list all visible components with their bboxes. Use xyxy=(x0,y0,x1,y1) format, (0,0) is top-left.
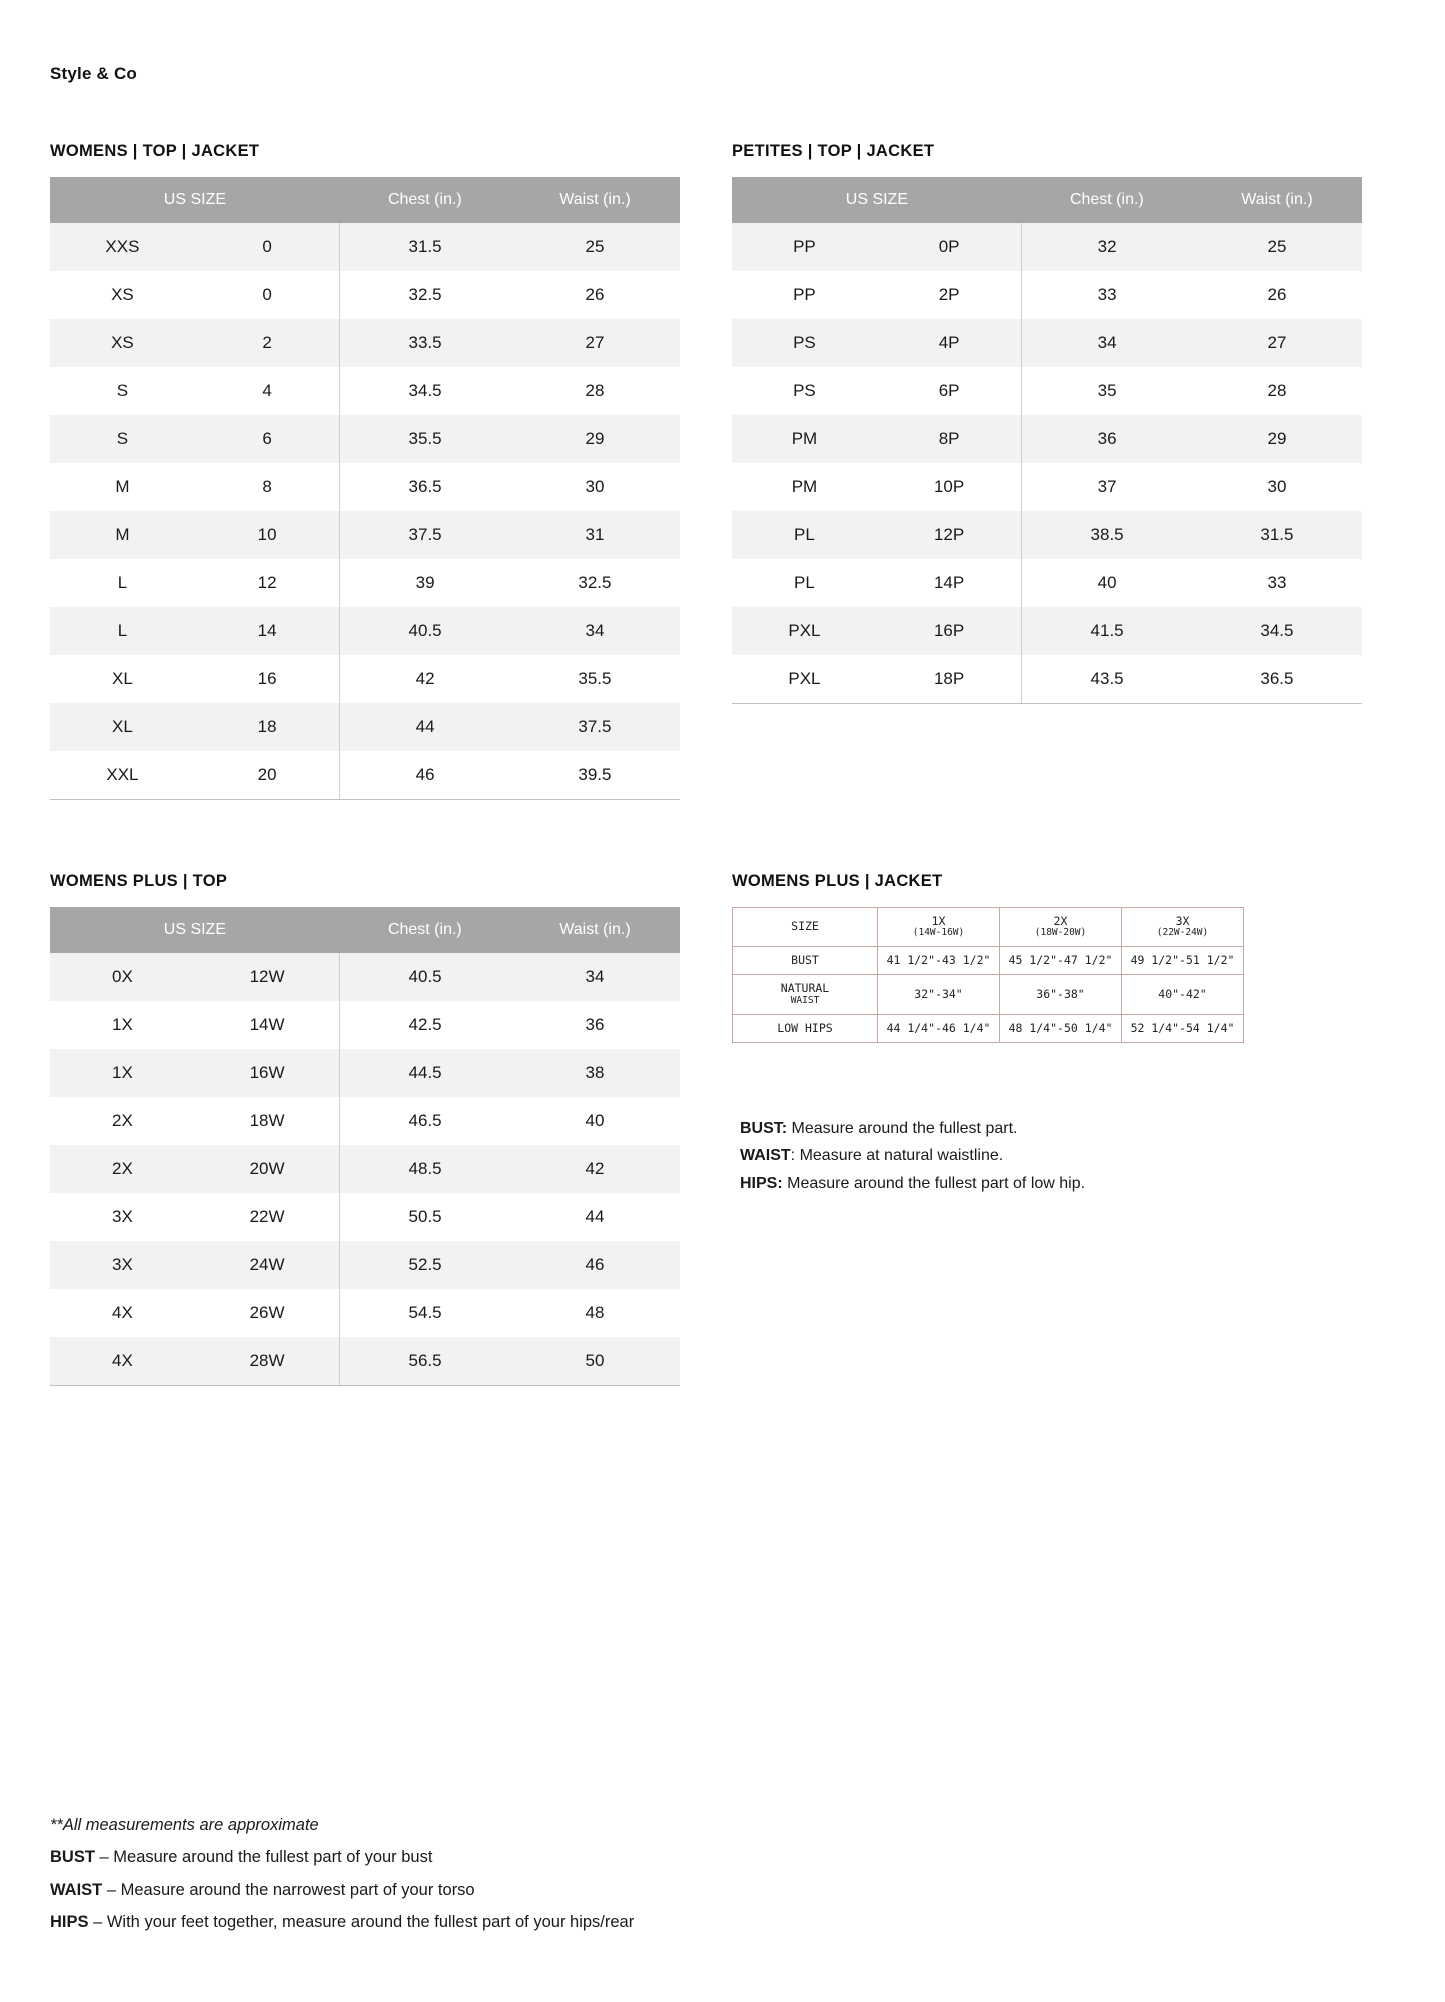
cell-letter-size: 2X xyxy=(50,1097,195,1145)
cell-waist: 32.5 xyxy=(510,559,680,607)
top-tables-row xyxy=(50,142,1395,800)
table-row xyxy=(732,319,1362,367)
footnote-waist xyxy=(50,1874,634,1906)
cell-hips-3x: 52 1/4"-54 1/4" xyxy=(1122,1014,1244,1042)
cell-chest: 40.5 xyxy=(340,607,510,655)
brand-title: Style & Co xyxy=(50,64,138,83)
table-row xyxy=(50,751,680,800)
table-row xyxy=(50,223,680,271)
table-body xyxy=(733,947,1244,1043)
cell-numeric-size: 14W xyxy=(195,1001,340,1049)
cell-numeric-size: 0 xyxy=(195,223,340,271)
cell-numeric-size: 4P xyxy=(877,319,1022,367)
measure-instructions xyxy=(732,1115,1362,1198)
section-spacer xyxy=(50,800,1395,872)
cell-waist: 44 xyxy=(510,1193,680,1241)
table-row xyxy=(50,463,680,511)
cell-waist: 29 xyxy=(510,415,680,463)
section-title: PETITES | TOP | JACKET xyxy=(732,142,935,160)
cell-waist: 34 xyxy=(510,607,680,655)
measure-text-bust: Measure around the fullest part. xyxy=(787,1119,1018,1137)
cell-waist: 27 xyxy=(510,319,680,367)
cell-chest: 42.5 xyxy=(340,1001,510,1049)
cell-numeric-size: 8 xyxy=(195,463,340,511)
cell-waist: 33 xyxy=(1192,559,1362,607)
table-row xyxy=(733,947,1244,975)
cell-waist: 37.5 xyxy=(510,703,680,751)
cell-letter-size: 1X xyxy=(50,1049,195,1097)
womens-plus-jacket-section xyxy=(732,872,1362,1197)
cell-waist: 27 xyxy=(1192,319,1362,367)
measure-text-waist: : Measure at natural waistline. xyxy=(790,1147,1004,1165)
table-row xyxy=(732,463,1362,511)
table-row xyxy=(50,1049,680,1097)
cell-chest: 48.5 xyxy=(340,1145,510,1193)
cell-chest: 36 xyxy=(1022,415,1192,463)
col-header-us-size: US SIZE xyxy=(50,907,340,953)
cell-waist-2x: 36"-38" xyxy=(1000,975,1122,1014)
cell-waist: 31.5 xyxy=(1192,511,1362,559)
cell-waist: 38 xyxy=(510,1049,680,1097)
row-label-text-2: WAIST xyxy=(790,994,820,1006)
cell-waist-3x: 40"-42" xyxy=(1122,975,1244,1014)
table-row xyxy=(50,607,680,655)
row-label-natural-waist xyxy=(733,975,878,1014)
table-row xyxy=(732,367,1362,415)
measure-text-hips: Measure around the fullest part of low hip. xyxy=(782,1174,1086,1192)
row-label-text: LOW HIPS xyxy=(777,1020,833,1035)
cell-letter-size: 0X xyxy=(50,953,195,1001)
cell-letter-size: 4X xyxy=(50,1337,195,1386)
cell-letter-size: PM xyxy=(732,415,877,463)
footnote-bust xyxy=(50,1841,634,1873)
cell-letter-size: PM xyxy=(732,463,877,511)
cell-numeric-size: 14P xyxy=(877,559,1022,607)
cell-letter-size: PP xyxy=(732,271,877,319)
cell-waist: 39.5 xyxy=(510,751,680,800)
table-row xyxy=(50,655,680,703)
cell-chest: 34 xyxy=(1022,319,1192,367)
table-row xyxy=(50,559,680,607)
cell-chest: 54.5 xyxy=(340,1289,510,1337)
cell-letter-size: XXS xyxy=(50,223,195,271)
col-header-chest: Chest (in.) xyxy=(340,907,510,953)
cell-chest: 38.5 xyxy=(1022,511,1192,559)
cell-numeric-size: 18W xyxy=(195,1097,340,1145)
cell-bust-3x: 49 1/2"-51 1/2" xyxy=(1122,947,1244,975)
table-row xyxy=(50,1289,680,1337)
header-row xyxy=(50,907,680,953)
cell-numeric-size: 4 xyxy=(195,367,340,415)
cell-waist: 28 xyxy=(1192,367,1362,415)
cell-letter-size: M xyxy=(50,463,195,511)
cell-chest: 36.5 xyxy=(340,463,510,511)
cell-numeric-size: 14 xyxy=(195,607,340,655)
cell-waist: 36 xyxy=(510,1001,680,1049)
cell-waist: 26 xyxy=(510,271,680,319)
col-header-us-size: US SIZE xyxy=(50,177,340,223)
table-header xyxy=(50,177,680,223)
col-size-label: 1X xyxy=(931,914,946,928)
row-label-text: NATURAL xyxy=(780,981,830,996)
col-header-us-size: US SIZE xyxy=(732,177,1022,223)
footnotes xyxy=(50,1809,634,1938)
cell-numeric-size: 0P xyxy=(877,223,1022,271)
cell-chest: 44 xyxy=(340,703,510,751)
cell-letter-size: XXL xyxy=(50,751,195,800)
petites-top-jacket-table xyxy=(732,177,1362,704)
table-row xyxy=(50,415,680,463)
cell-chest: 31.5 xyxy=(340,223,510,271)
table-row xyxy=(50,1337,680,1386)
womens-plus-jacket-table xyxy=(732,907,1244,1043)
col-header-3x xyxy=(1122,908,1244,947)
cell-letter-size: PP xyxy=(732,223,877,271)
cell-waist: 40 xyxy=(510,1097,680,1145)
cell-numeric-size: 6P xyxy=(877,367,1022,415)
cell-chest: 37.5 xyxy=(340,511,510,559)
cell-numeric-size: 12P xyxy=(877,511,1022,559)
col-size-label: 3X xyxy=(1175,914,1190,928)
cell-numeric-size: 20 xyxy=(195,751,340,800)
cell-numeric-size: 12W xyxy=(195,953,340,1001)
cell-chest: 40 xyxy=(1022,559,1192,607)
measure-line-hips xyxy=(740,1170,1362,1198)
table-row xyxy=(50,367,680,415)
cell-chest: 43.5 xyxy=(1022,655,1192,704)
cell-letter-size: L xyxy=(50,559,195,607)
cell-numeric-size: 0 xyxy=(195,271,340,319)
col-header-1x xyxy=(878,908,1000,947)
row-label-bust xyxy=(733,947,878,975)
col-header-waist: Waist (in.) xyxy=(1192,177,1362,223)
cell-chest: 46 xyxy=(340,751,510,800)
cell-numeric-size: 18P xyxy=(877,655,1022,704)
table-row xyxy=(732,511,1362,559)
table-row xyxy=(50,703,680,751)
cell-waist: 50 xyxy=(510,1337,680,1386)
cell-letter-size: XL xyxy=(50,655,195,703)
section-title: WOMENS | TOP | JACKET xyxy=(50,142,260,160)
cell-waist: 48 xyxy=(510,1289,680,1337)
footnote-text-hips: – With your feet together, measure around the fullest part of your hips/rear xyxy=(88,1912,635,1931)
cell-numeric-size: 24W xyxy=(195,1241,340,1289)
table-header xyxy=(732,177,1362,223)
cell-numeric-size: 8P xyxy=(877,415,1022,463)
footnote-hips xyxy=(50,1906,634,1938)
cell-numeric-size: 18 xyxy=(195,703,340,751)
cell-letter-size: PL xyxy=(732,559,877,607)
cell-letter-size: L xyxy=(50,607,195,655)
cell-waist: 28 xyxy=(510,367,680,415)
cell-hips-2x: 48 1/4"-50 1/4" xyxy=(1000,1014,1122,1042)
bottom-tables-row xyxy=(50,872,1395,1386)
cell-letter-size: M xyxy=(50,511,195,559)
cell-numeric-size: 16W xyxy=(195,1049,340,1097)
footnote-term-hips: HIPS xyxy=(50,1912,89,1931)
cell-letter-size: 3X xyxy=(50,1241,195,1289)
cell-numeric-size: 28W xyxy=(195,1337,340,1386)
measure-line-bust xyxy=(740,1115,1362,1143)
cell-waist: 25 xyxy=(1192,223,1362,271)
header-row xyxy=(50,177,680,223)
table-row xyxy=(733,975,1244,1014)
table-row xyxy=(50,1241,680,1289)
cell-waist: 35.5 xyxy=(510,655,680,703)
cell-letter-size: 3X xyxy=(50,1193,195,1241)
table-row xyxy=(50,1097,680,1145)
womens-top-jacket-section xyxy=(50,142,680,800)
cell-chest: 32 xyxy=(1022,223,1192,271)
cell-numeric-size: 10P xyxy=(877,463,1022,511)
table-row xyxy=(732,223,1362,271)
womens-plus-top-table xyxy=(50,907,680,1386)
table-body xyxy=(50,223,680,800)
cell-chest: 39 xyxy=(340,559,510,607)
table-body xyxy=(50,953,680,1386)
cell-chest: 40.5 xyxy=(340,953,510,1001)
header-row xyxy=(732,177,1362,223)
table-row xyxy=(50,1193,680,1241)
table-row xyxy=(50,271,680,319)
table-row xyxy=(732,655,1362,704)
col-size-range: (22W-24W) xyxy=(1156,927,1209,939)
table-row xyxy=(50,953,680,1001)
col-header-waist: Waist (in.) xyxy=(510,907,680,953)
cell-chest: 41.5 xyxy=(1022,607,1192,655)
measure-line-waist xyxy=(740,1142,1362,1170)
table-body xyxy=(732,223,1362,704)
measure-term-hips: HIPS: xyxy=(740,1174,783,1192)
col-header-chest: Chest (in.) xyxy=(340,177,510,223)
col-header-2x xyxy=(1000,908,1122,947)
footnote-term-waist: WAIST xyxy=(50,1880,103,1899)
cell-waist: 26 xyxy=(1192,271,1362,319)
cell-letter-size: PS xyxy=(732,367,877,415)
cell-waist: 34 xyxy=(510,953,680,1001)
cell-letter-size: PXL xyxy=(732,607,877,655)
table-header xyxy=(50,907,680,953)
cell-numeric-size: 16P xyxy=(877,607,1022,655)
cell-waist: 46 xyxy=(510,1241,680,1289)
footnote-text-waist: – Measure around the narrowest part of your torso xyxy=(102,1880,475,1899)
footnote-term-bust: BUST xyxy=(50,1848,95,1867)
table-row xyxy=(732,559,1362,607)
cell-chest: 46.5 xyxy=(340,1097,510,1145)
cell-numeric-size: 6 xyxy=(195,415,340,463)
cell-waist: 30 xyxy=(1192,463,1362,511)
cell-bust-2x: 45 1/2"-47 1/2" xyxy=(1000,947,1122,975)
col-header-chest: Chest (in.) xyxy=(1022,177,1192,223)
col-header-waist: Waist (in.) xyxy=(510,177,680,223)
cell-chest: 50.5 xyxy=(340,1193,510,1241)
cell-bust-1x: 41 1/2"-43 1/2" xyxy=(878,947,1000,975)
cell-waist: 25 xyxy=(510,223,680,271)
cell-letter-size: PS xyxy=(732,319,877,367)
table-row xyxy=(50,1001,680,1049)
cell-letter-size: XL xyxy=(50,703,195,751)
cell-letter-size: 1X xyxy=(50,1001,195,1049)
cell-letter-size: PL xyxy=(732,511,877,559)
cell-numeric-size: 22W xyxy=(195,1193,340,1241)
cell-chest: 35 xyxy=(1022,367,1192,415)
col-size-label: 2X xyxy=(1053,914,1068,928)
cell-numeric-size: 2P xyxy=(877,271,1022,319)
cell-letter-size: S xyxy=(50,367,195,415)
footnote-text-bust: – Measure around the fullest part of your bust xyxy=(94,1848,433,1867)
table-row xyxy=(50,511,680,559)
col-size-range: (14W-16W) xyxy=(912,927,965,939)
table-row xyxy=(50,1145,680,1193)
header-row xyxy=(733,908,1244,947)
cell-waist: 31 xyxy=(510,511,680,559)
table-row xyxy=(732,415,1362,463)
cell-numeric-size: 10 xyxy=(195,511,340,559)
cell-chest: 34.5 xyxy=(340,367,510,415)
cell-waist: 36.5 xyxy=(1192,655,1362,704)
cell-letter-size: 2X xyxy=(50,1145,195,1193)
section-title: WOMENS PLUS | TOP xyxy=(50,872,228,890)
cell-chest: 33.5 xyxy=(340,319,510,367)
cell-numeric-size: 26W xyxy=(195,1289,340,1337)
cell-chest: 44.5 xyxy=(340,1049,510,1097)
cell-letter-size: S xyxy=(50,415,195,463)
row-label-low-hips xyxy=(733,1014,878,1042)
row-label-text: BUST xyxy=(791,953,819,968)
cell-chest: 33 xyxy=(1022,271,1192,319)
table-row xyxy=(733,1014,1244,1042)
table-row xyxy=(732,607,1362,655)
cell-hips-1x: 44 1/4"-46 1/4" xyxy=(878,1014,1000,1042)
cell-waist: 30 xyxy=(510,463,680,511)
cell-waist-1x: 32"-34" xyxy=(878,975,1000,1014)
cell-letter-size: XS xyxy=(50,319,195,367)
measure-term-waist: WAIST xyxy=(740,1147,791,1165)
cell-chest: 52.5 xyxy=(340,1241,510,1289)
cell-letter-size: PXL xyxy=(732,655,877,704)
cell-numeric-size: 2 xyxy=(195,319,340,367)
cell-waist: 29 xyxy=(1192,415,1362,463)
table-row xyxy=(732,271,1362,319)
womens-plus-top-section xyxy=(50,872,680,1386)
cell-letter-size: XS xyxy=(50,271,195,319)
cell-numeric-size: 12 xyxy=(195,559,340,607)
section-title: WOMENS PLUS | JACKET xyxy=(732,872,943,890)
cell-waist: 34.5 xyxy=(1192,607,1362,655)
table-row xyxy=(50,319,680,367)
cell-chest: 56.5 xyxy=(340,1337,510,1386)
cell-chest: 37 xyxy=(1022,463,1192,511)
womens-top-jacket-table xyxy=(50,177,680,800)
cell-letter-size: 4X xyxy=(50,1289,195,1337)
cell-chest: 35.5 xyxy=(340,415,510,463)
table-header xyxy=(733,908,1244,947)
col-size-range: (18W-20W) xyxy=(1034,927,1087,939)
cell-numeric-size: 20W xyxy=(195,1145,340,1193)
petites-top-jacket-section xyxy=(732,142,1362,704)
measure-term-bust: BUST: xyxy=(740,1119,788,1137)
footnote-approximate: **All measurements are approximate xyxy=(50,1816,319,1835)
cell-chest: 42 xyxy=(340,655,510,703)
cell-waist: 42 xyxy=(510,1145,680,1193)
col-header-size: SIZE xyxy=(733,908,878,947)
cell-numeric-size: 16 xyxy=(195,655,340,703)
cell-chest: 32.5 xyxy=(340,271,510,319)
